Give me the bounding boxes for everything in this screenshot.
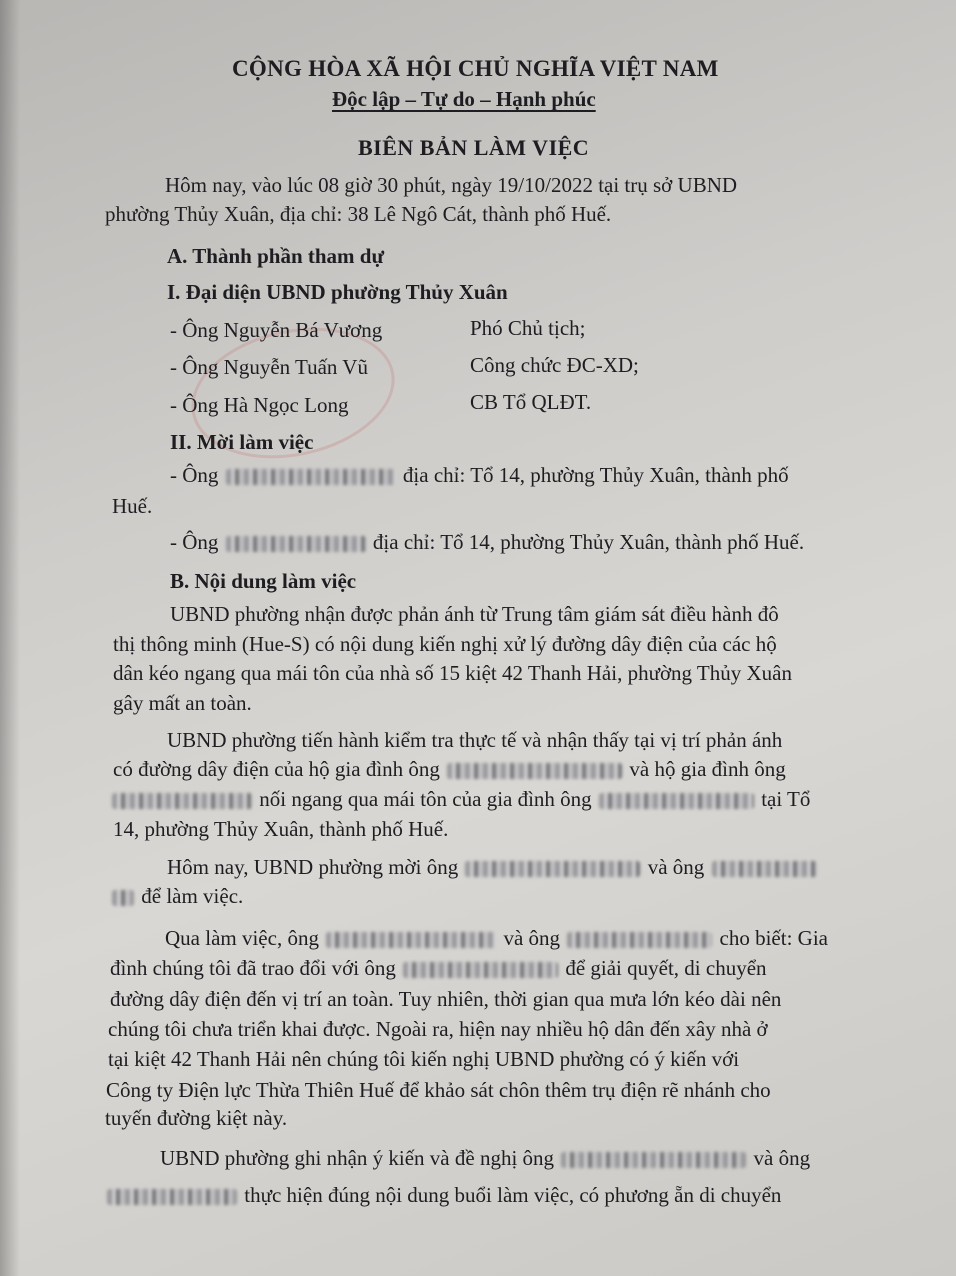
redacted-name [226,536,366,552]
redacted-name [112,793,252,809]
redacted-name [465,861,640,877]
para5-line-1-a: UBND phường ghi nhận ý kiến và đề nghị ông [160,1146,555,1170]
para1-line-4: gây mất an toàn. [113,691,252,715]
para3-line-1-a: Hôm nay, UBND phường mời ông [167,855,459,879]
para4-line-1-c: cho biết: Gia [719,926,828,950]
redacted-name [107,1189,237,1205]
redacted-name [226,469,396,485]
para2-line-2-b: và hộ gia đình ông [629,757,786,781]
para3-line-1-b: và ông [647,855,705,879]
invitee-1-line [170,465,789,486]
para4-line-4: chúng tôi chưa triển khai được. Ngoài ra, hiện nay nhiều hộ dân đến xây nhà ở [108,1017,768,1041]
invitee-1-address: địa chỉ: Tổ 14, phường Thủy Xuân, thành phố [402,463,789,487]
para2-line-2 [113,759,786,780]
member-3-role: CB Tổ QLĐT. [470,390,592,414]
motto-text: Độc lập – Tự do – Hạnh phúc [332,87,596,111]
para4-line-1 [165,928,828,949]
section-i-heading: I. Đại diện UBND phường Thủy Xuân [167,280,508,304]
para2-line-2-a: có đường dây điện của hộ gia đình ông [113,757,440,781]
para3-line-1 [167,857,819,878]
para1-line-1: UBND phường nhận được phản ánh từ Trung tâm giám sát điều hành đô [170,602,779,626]
section-ii-heading: II. Mời làm việc [170,430,314,454]
para4-line-3: đường dây điện đến vị trí an toàn. Tuy nhiên, thời gian qua mưa lớn kéo dài nên [110,987,782,1011]
redacted-name [712,861,817,877]
redacted-name [561,1152,746,1168]
member-1-name: - Ông Nguyễn Bá Vương [170,318,383,342]
para4-line-2-b: để giải quyết, di chuyển [565,956,767,980]
redacted-name [403,962,558,978]
para3-line-2 [110,886,243,907]
para2-line-1: UBND phường tiến hành kiểm tra thực tế và nhận thấy tại vị trí phản ánh [167,728,783,752]
redacted-name [447,763,622,779]
para5-line-1 [160,1148,810,1169]
intro-line-1: Hôm nay, vào lúc 08 giờ 30 phút, ngày 19/10/2022 tại trụ sở UBND [165,173,738,197]
invitee-2-prefix: - Ông [170,530,219,554]
document-title: BIÊN BẢN LÀM VIỆC [358,135,590,160]
para3-line-2-text: để làm việc. [141,884,244,908]
invitee-2-line [170,532,804,553]
redacted-name [567,932,712,948]
section-a-heading: A. Thành phần tham dự [167,244,385,268]
para2-line-3 [110,789,810,810]
para5-line-1-b: và ông [753,1146,811,1170]
page-edge-shadow [0,0,20,1276]
para1-line-2: thị thông minh (Hue-S) có nội dung kiến nghị xử lý đường dây điện của các hộ [113,632,777,656]
invitee-2-address: địa chỉ: Tổ 14, phường Thủy Xuân, thành phố Huế. [372,530,805,554]
section-b-heading: B. Nội dung làm việc [170,569,357,593]
para5-line-2 [105,1185,781,1206]
intro-line-2: phường Thủy Xuân, địa chỉ: 38 Lê Ngô Cát, thành phố Huế. [105,202,612,226]
member-2-role: Công chức ĐC-XD; [470,353,639,377]
redacted-name [112,890,134,906]
member-1-role: Phó Chủ tịch; [470,316,586,340]
para4-line-6: Công ty Điện lực Thừa Thiên Huế để khảo sát chôn thêm trụ điện rẽ nhánh cho [106,1078,771,1102]
para4-line-1-a: Qua làm việc, ông [165,926,319,950]
para4-line-5: tại kiệt 42 Thanh Hải nên chúng tôi kiến nghị UBND phường có ý kiến với [108,1047,740,1071]
member-2-name: - Ông Nguyễn Tuấn Vũ [170,355,368,379]
para2-line-4: 14, phường Thủy Xuân, thành phố Huế. [113,817,449,841]
member-3-name: - Ông Hà Ngọc Long [170,393,349,417]
para2-line-3-b: tại Tổ [761,787,811,811]
para4-line-7: tuyến đường kiệt này. [105,1106,288,1130]
motto [332,89,596,110]
para4-line-2-a: đình chúng tôi đã trao đổi với ông [110,956,396,980]
country-header: CỘNG HÒA XÃ HỘI CHỦ NGHĨA VIỆT NAM [232,56,719,81]
para2-line-3-a: nối ngang qua mái tôn của gia đình ông [259,787,592,811]
para5-line-2-text: thực hiện đúng nội dung buổi làm việc, có phương ẵn di chuyển [244,1183,782,1207]
redacted-name [599,793,754,809]
para4-line-2 [110,958,767,979]
para4-line-1-b: và ông [503,926,561,950]
redacted-name [326,932,496,948]
invitee-1-prefix: - Ông [170,463,219,487]
invitee-1-address-cont: Huế. [112,494,153,518]
para1-line-3: dân kéo ngang qua mái tôn của nhà số 15 kiệt 42 Thanh Hải, phường Thủy Xuân [113,661,792,685]
